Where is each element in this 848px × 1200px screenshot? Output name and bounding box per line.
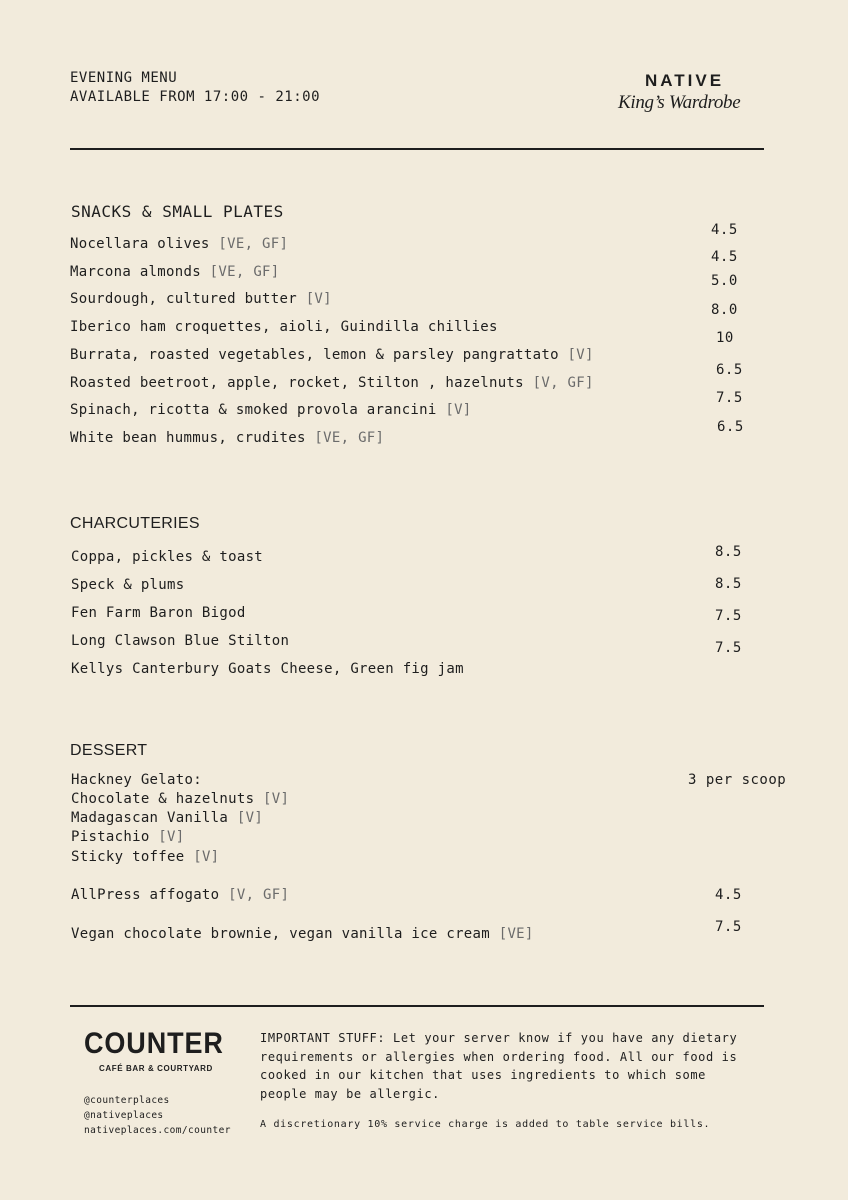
footer-divider xyxy=(70,1005,764,1007)
gelato-flavour: Madagascan Vanilla [V] xyxy=(71,810,264,826)
price: 7.5 xyxy=(715,640,742,656)
price: 8.5 xyxy=(715,544,742,560)
location-name: King’s Wardrobe xyxy=(618,92,741,113)
menu-item: Vegan chocolate brownie, vegan vanilla ice cream [VE] xyxy=(71,926,534,942)
section-title-charcuteries: CHARCUTERIES xyxy=(70,515,200,532)
social-handle: @counterplaces xyxy=(84,1095,170,1106)
section-title-dessert: DESSERT xyxy=(70,742,148,759)
price: 4.5 xyxy=(715,887,742,903)
gelato-flavour: Sticky toffee [V] xyxy=(71,849,220,865)
gelato-flavour: Pistachio [V] xyxy=(71,829,185,845)
menu-item: Nocellara olives [VE, GF] xyxy=(70,236,289,252)
allergy-notice: IMPORTANT STUFF: Let your server know if you have any dietary requirements or allergies when ordering food. All our food is cooked in our kitchen that uses ingredients to which some people may be allergic. xyxy=(260,1031,738,1101)
section-title-snacks: SNACKS & SMALL PLATES xyxy=(71,202,284,221)
price: 5.0 xyxy=(711,273,738,289)
counter-logo: COUNTER xyxy=(84,1027,224,1060)
menu-item: Fen Farm Baron Bigod xyxy=(71,605,246,621)
menu-item: Iberico ham croquettes, aioli, Guindilla chillies xyxy=(70,319,498,335)
price: 7.5 xyxy=(716,390,743,406)
menu-item: Long Clawson Blue Stilton xyxy=(71,633,290,649)
price: 8.5 xyxy=(715,576,742,592)
website-link: nativeplaces.com/counter xyxy=(84,1125,231,1136)
menu-item: Roasted beetroot, apple, rocket, Stilton , hazelnuts [V, GF] xyxy=(70,375,594,391)
price: 4.5 xyxy=(711,249,738,265)
price: 8.0 xyxy=(711,302,738,318)
availability-text: AVAILABLE FROM 17:00 - 21:00 xyxy=(70,89,321,105)
service-charge-note: A discretionary 10% service charge is added to table service bills. xyxy=(260,1119,711,1130)
price: 4.5 xyxy=(711,222,738,238)
price: 7.5 xyxy=(715,608,742,624)
menu-item: Marcona almonds [VE, GF] xyxy=(70,264,280,280)
menu-item: Sourdough, cultured butter [V] xyxy=(70,291,332,307)
header-divider xyxy=(70,148,764,150)
menu-item: White bean hummus, crudites [VE, GF] xyxy=(70,430,385,446)
price: 6.5 xyxy=(717,419,744,435)
gelato-heading: Hackney Gelato: xyxy=(71,772,202,788)
price: 6.5 xyxy=(716,362,743,378)
menu-item: Burrata, roasted vegetables, lemon & parsley pangrattato [V] xyxy=(70,347,594,363)
menu-item: Spinach, ricotta & smoked provola arancini [V] xyxy=(70,402,472,418)
counter-subtitle: CAFÉ BAR & COURTYARD xyxy=(99,1064,213,1073)
menu-title: EVENING MENU xyxy=(70,70,178,86)
price: 10 xyxy=(716,330,734,346)
brand-logo: NATIVE xyxy=(645,71,725,90)
menu-item: AllPress affogato [V, GF] xyxy=(71,887,290,903)
social-handle: @nativeplaces xyxy=(84,1110,164,1121)
menu-item: Kellys Canterbury Goats Cheese, Green fig jam xyxy=(71,661,464,677)
menu-item: Speck & plums xyxy=(71,577,185,593)
gelato-price: 3 per scoop xyxy=(688,772,787,788)
menu-item: Coppa, pickles & toast xyxy=(71,549,264,565)
gelato-flavour: Chocolate & hazelnuts [V] xyxy=(71,791,290,807)
price: 7.5 xyxy=(715,919,742,935)
